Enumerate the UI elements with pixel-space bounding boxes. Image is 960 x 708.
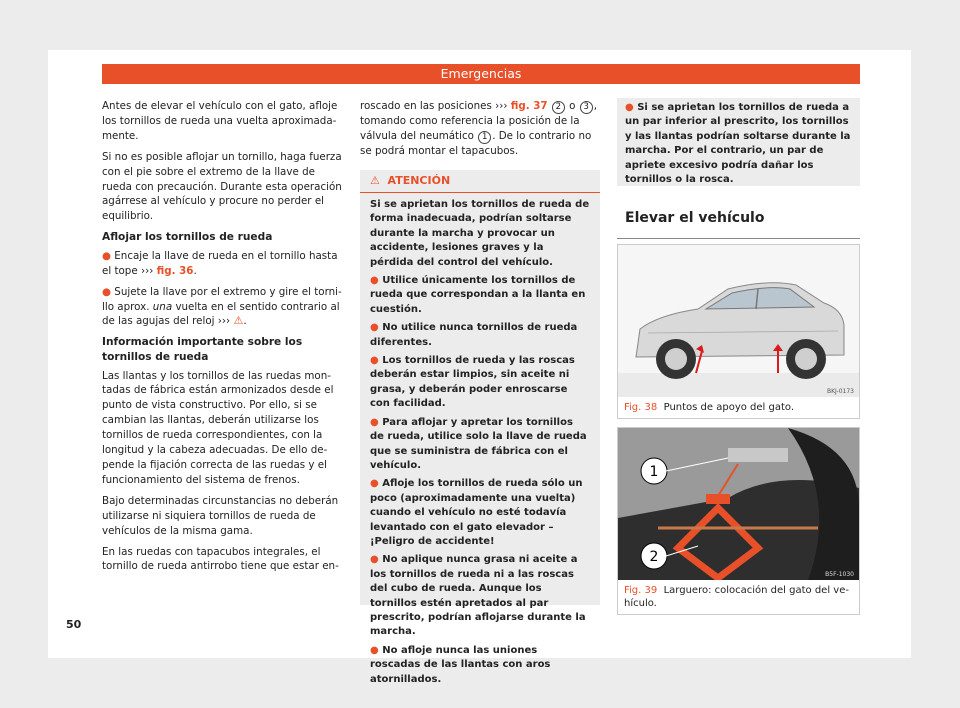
- page-number: 50: [66, 618, 82, 631]
- bullet-item: ● Encaje la llave de rueda en el tornillo hasta el tope ››› fig. 36.: [102, 249, 338, 277]
- warning-item: ● No afloje nunca las uniones roscadas de las llantas con aros atornillados.: [370, 644, 551, 685]
- bullet-icon: ●: [370, 554, 379, 566]
- note-box: ● Si se aprietan los tornillos de rueda a un par inferior al prescrito, los tornillos y las llantas podrían soltarse durante la marcha. Por el contrario, un par de apriete excesivo podría dañar los tornillos o la rosca.: [617, 98, 860, 186]
- paragraph: En las ruedas con tapacubos integrales, el tornillo de rueda antirrobo tiene que estar en-: [102, 545, 339, 573]
- warning-triangle-icon[interactable]: ⚠: [233, 314, 244, 328]
- bullet-icon: ●: [370, 322, 379, 334]
- warning-item: ● Los tornillos de rueda y las roscas deberán estar limpios, sin aceite ni grasa, y deberán poder enroscarse con facilidad.: [370, 355, 575, 410]
- warning-item: ● Para aflojar y apretar los tornillos de rueda, utilice solo la llave de rueda que se suministra de fábrica con el vehículo.: [370, 416, 587, 471]
- warning-item: ● No utilice nunca tornillos de rueda diferentes.: [370, 322, 578, 348]
- callout-label: 2: [649, 549, 659, 565]
- bullet-icon: ●: [370, 275, 379, 287]
- figure-link[interactable]: fig. 36: [156, 264, 194, 277]
- paragraph: roscado en las posiciones ››› fig. 37 2 o 3 , tomando como referencia la posición de la válvula del neumático 1 . De lo contrario no se podrá montar el tapacubos.: [360, 100, 598, 157]
- bullet-icon: ●: [102, 249, 111, 262]
- paragraph: Antes de elevar el vehículo con el gato, afloje los tornillos de rueda una vuelta aproximadamente.: [102, 100, 338, 142]
- jack-placement-illustration: [618, 428, 859, 580]
- warning-body: [360, 193, 600, 696]
- callout-number: 2: [552, 101, 565, 114]
- paragraph: Las llantas y los tornillos de las ruedas montadas de fábrica están armonizados desde el punto de vista constructivo. Por ello, si se cambian las llantas, deberán utilizarse los tornillos de rueda correspondientes, con la longitud y la cabeza adecuadas. De ello depende la fijación correcta de las ruedas y el funcionamiento del sistema de frenos.: [102, 369, 334, 486]
- bullet-item: ● Sujete la llave por el extremo y gire el tornillo aprox. una vuelta en el sentido contrario al de las agujas del reloj ››› ⚠.: [102, 285, 342, 328]
- column-1: [102, 99, 343, 580]
- warning-intro: Si se aprietan los tornillos de rueda de forma inadecuada, podrían soltarse durante la marcha y provocar un accidente, lesiones graves y la pérdida del control del vehículo.: [370, 199, 590, 268]
- warning-triangle-icon: ⚠: [370, 174, 380, 187]
- figure-link[interactable]: fig. 37: [510, 100, 548, 112]
- figure-code: B5F-1030: [825, 571, 854, 578]
- paragraph: Si no es posible aflojar un tornillo, haga fuerza con el pie sobre el extremo de la llave de rueda con precaución. Durante esta operación agárrese al vehículo y procure no perder el equilibrio.: [102, 150, 342, 223]
- warning-box: [360, 170, 600, 685]
- subheading: Aflojar los tornillos de rueda: [102, 231, 273, 244]
- callout-label: 1: [649, 464, 659, 480]
- figure-39: [617, 427, 860, 615]
- bullet-icon: ●: [370, 355, 379, 367]
- figure-caption: Fig. 39 Larguero: colocación del gato del vehículo.: [624, 585, 849, 609]
- bullet-icon: ●: [370, 416, 379, 428]
- warning-header: ⚠ ATENCIÓN: [360, 170, 600, 193]
- paragraph: Bajo determinadas circunstancias no deberán utilizarse ni siquiera tornillos de rueda de vehículos de la misma gama.: [102, 494, 339, 537]
- bullet-icon: ●: [370, 478, 379, 490]
- warning-item: ● Utilice únicamente los tornillos de rueda que correspondan a la llanta en cuestión.: [370, 275, 586, 315]
- warning-item: ● No aplique nunca grasa ni aceite a los tornillos de rueda ni a las roscas del cubo de rueda. Aunque los tornillos estén apretados al par prescrito, podrían aflojarse durante la marcha.: [370, 554, 586, 638]
- section-title: Elevar el vehículo: [625, 210, 765, 226]
- car-side-illustration: [618, 245, 859, 397]
- figure-caption: Fig. 38 Puntos de apoyo del gato.: [624, 402, 795, 413]
- callout-number: 1: [478, 131, 491, 144]
- figure-code: BKJ-0173: [826, 388, 854, 395]
- page-header: Emergencias: [102, 64, 860, 84]
- column-2: [360, 99, 600, 165]
- subheading: Información importante sobre los tornillos de rueda: [102, 336, 303, 363]
- warning-item: ● Afloje los tornillos de rueda sólo un poco (aproximadamente una vuelta) cuando el vehículo no esté todavía levantado con el gato elevador – ¡Peligro de accidente!: [370, 478, 583, 547]
- bullet-icon: ●: [102, 285, 111, 298]
- figure-38: [617, 244, 860, 419]
- bullet-icon: ●: [625, 102, 634, 113]
- callout-number: 3: [580, 101, 593, 114]
- divider: [617, 238, 860, 239]
- bullet-icon: ●: [370, 644, 379, 656]
